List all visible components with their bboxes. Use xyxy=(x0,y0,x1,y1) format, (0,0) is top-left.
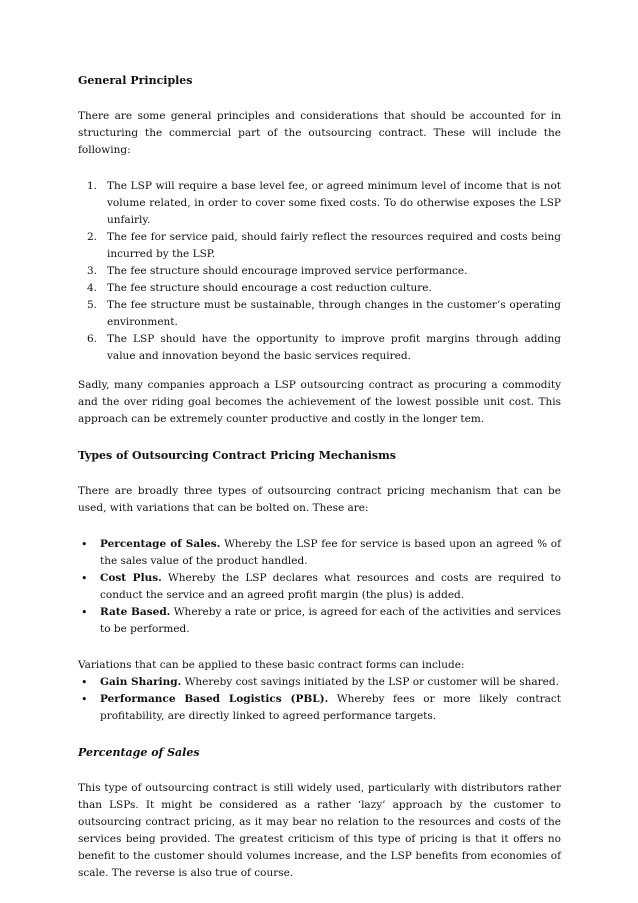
bullet-icon: • xyxy=(81,572,88,585)
heading-pricing-mechanisms: Types of Outsourcing Contract Pricing Mechanisms xyxy=(78,449,396,462)
list-item-text: The fee structure should encourage improved service performance. xyxy=(107,265,468,277)
list-item-term: Cost Plus. xyxy=(100,572,162,584)
list-number: 2. xyxy=(87,231,98,243)
list-item xyxy=(78,229,561,263)
variations-list xyxy=(78,674,561,725)
list-item-term: Percentage of Sales. xyxy=(100,538,221,550)
bullet-icon: • xyxy=(81,693,88,706)
general-principles-closing: Sadly, many companies approach a LSP outsourcing contract as procuring a commodity and the over riding goal becomes the achievement of the lowest possible unit cost. This approach can be extremely counter productive and costly in the longer tem. xyxy=(78,379,561,425)
list-item-text: Whereby a rate or price, is agreed for each of the activities and services to be performed. xyxy=(100,606,561,635)
list-item-text: The fee structure should encourage a cost reduction culture. xyxy=(107,282,432,294)
bullet-icon: • xyxy=(81,676,88,689)
list-number: 3. xyxy=(87,265,98,277)
list-item-text: The LSP will require a base level fee, or agreed minimum level of income that is not volume related, in order to cover some fixed costs. To do otherwise exposes the LSP unfairly. xyxy=(107,180,561,226)
list-item xyxy=(78,691,561,725)
variations-intro: Variations that can be applied to these basic contract forms can include: xyxy=(78,659,465,671)
heading-general-principles: General Principles xyxy=(78,74,193,87)
list-item-text: Whereby the LSP declares what resources and costs are required to conduct the service and an agreed profit margin (the plus) is added. xyxy=(100,572,561,601)
list-item xyxy=(78,570,561,604)
list-item-text: The fee structure must be sustainable, through changes in the customer’s operating environment. xyxy=(107,299,561,328)
general-principles-intro: There are some general principles and considerations that should be accounted for in structuring the commercial part of the outsourcing contract. These will include the following: xyxy=(78,110,561,156)
bullet-icon: • xyxy=(81,538,88,551)
list-item xyxy=(78,297,561,331)
heading-percentage-of-sales: Percentage of Sales xyxy=(78,746,200,759)
list-item xyxy=(78,331,561,365)
list-item-text: The fee for service paid, should fairly reflect the resources required and costs being incurred by the LSP. xyxy=(107,231,561,260)
bullet-icon: • xyxy=(81,606,88,619)
page-content xyxy=(78,72,561,882)
list-item xyxy=(78,263,561,280)
list-number: 5. xyxy=(87,299,98,311)
principles-list xyxy=(78,178,561,365)
list-item-term: Performance Based Logistics (PBL). xyxy=(100,693,329,705)
list-item-term: Rate Based. xyxy=(100,606,171,618)
list-item xyxy=(78,674,561,691)
pricing-mechanisms-intro: There are broadly three types of outsourcing contract pricing mechanism that can be used, with variations that can be bolted on. These are: xyxy=(78,485,561,514)
list-item-text: Whereby the LSP fee for service is based upon an agreed % of the sales value of the product handled. xyxy=(100,538,561,567)
mechanism-list xyxy=(78,536,561,638)
list-number: 6. xyxy=(87,333,98,345)
list-number: 4. xyxy=(87,282,98,294)
list-item-term: Gain Sharing. xyxy=(100,676,182,688)
percentage-of-sales-body: This type of outsourcing contract is still widely used, particularly with distributors rather than LSPs. It might be considered as a rather ‘lazy’ approach by the customer to outsourcing contract pricing, as it may bear no relation to the resources and costs of the services being provided. The greatest criticism of this type of pricing is that it offers no benefit to the customer should volumes increase, and the LSP benefits from economies of scale. The reverse is also true of course. xyxy=(78,782,561,879)
list-item xyxy=(78,178,561,229)
list-item xyxy=(78,280,561,297)
list-number: 1. xyxy=(87,180,98,192)
list-item-text: The LSP should have the opportunity to improve profit margins through adding value and innovation beyond the basic services required. xyxy=(107,333,561,362)
list-item-text: Whereby cost savings initiated by the LSP or customer will be shared. xyxy=(181,676,559,688)
list-item xyxy=(78,536,561,570)
list-item-text: Whereby fees or more likely contract profitability, are directly linked to agreed performance targets. xyxy=(100,693,561,722)
list-item xyxy=(78,604,561,638)
